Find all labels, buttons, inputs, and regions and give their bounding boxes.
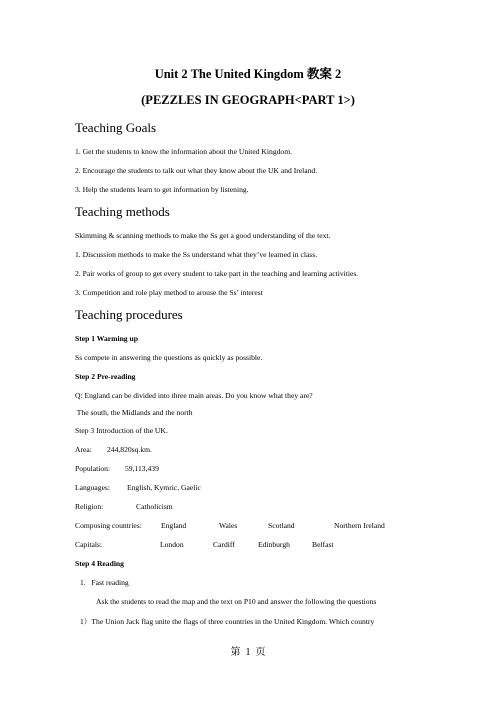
goal-item: 2. Encourage the students to talk out what they know about the UK and Ireland.: [75, 166, 318, 175]
fact-label: Languages:: [75, 483, 111, 492]
capital-cell: Belfast: [312, 540, 334, 549]
fact-label: Population:: [75, 464, 111, 473]
step-answer: The south, the Midlands and the north: [75, 408, 193, 417]
section-heading-goals: Teaching Goals: [75, 120, 157, 135]
method-item: 2. Pair works of group to get every student to take part in the teaching and learning activities.: [75, 269, 359, 278]
step-text: Ask the students to read the map and the text on P10 and answer the following the questions: [96, 597, 377, 606]
method-item: Skimming & scanning methods to make the Ss get a good understanding of the text.: [75, 231, 331, 240]
goal-item: 3. Help the students learn to get information by listening.: [75, 185, 249, 194]
document-subtitle: (PEZZLES IN GEOGRAPH<PART 1>): [141, 93, 355, 107]
step-text: Ss compete in answering the questions as quickly as possible.: [75, 353, 263, 362]
page-footer: 第 1 页: [230, 647, 266, 658]
fact-label: Area:: [75, 445, 92, 454]
country-cell: Wales: [219, 521, 238, 530]
fact-value: 59,113,439: [125, 464, 159, 473]
step-title: Step 3 Introduction of the UK.: [75, 426, 168, 435]
fact-value: 244,820sq.km.: [107, 445, 152, 454]
step-title: Step 4 Reading: [75, 559, 124, 568]
countries-label: Composing countries:: [75, 521, 142, 530]
goal-item: 1. Get the students to know the information about the United Kingdom.: [75, 147, 293, 156]
capital-cell: London: [160, 540, 184, 549]
step-question: 1）The Union Jack flag unite the flags of three countries in the United Kingdom. Which country: [80, 617, 375, 626]
method-item: 1. Discussion methods to make the Ss understand what they’ve learned in class.: [75, 250, 318, 259]
country-cell: Scotland: [268, 521, 295, 530]
capital-cell: Edinburgh: [258, 540, 290, 549]
fact-label: Religion:: [75, 502, 104, 511]
country-cell: England: [161, 521, 187, 530]
step-title: Step 2 Pre-reading: [75, 372, 136, 381]
country-cell: Northern Ireland: [334, 521, 385, 530]
method-item: 3. Competition and role play method to arouse the Ss’ interest: [75, 288, 263, 297]
document-title: Unit 2 The United Kingdom 教案 2: [154, 67, 342, 81]
step-question: Q: England can be divided into three main areas. Do you know what they are?: [75, 391, 313, 400]
step-subitem: 1. Fast reading: [80, 578, 129, 587]
section-heading-procedures: Teaching procedures: [75, 307, 183, 322]
fact-value: Catholicism: [136, 502, 173, 511]
fact-value: English, Kymric, Gaelic: [127, 483, 201, 492]
step-title: Step 1 Warming up: [75, 334, 138, 343]
capital-cell: Cardiff: [213, 540, 235, 549]
capitals-label: Capitals:: [75, 540, 102, 549]
section-heading-methods: Teaching methods: [75, 204, 170, 219]
